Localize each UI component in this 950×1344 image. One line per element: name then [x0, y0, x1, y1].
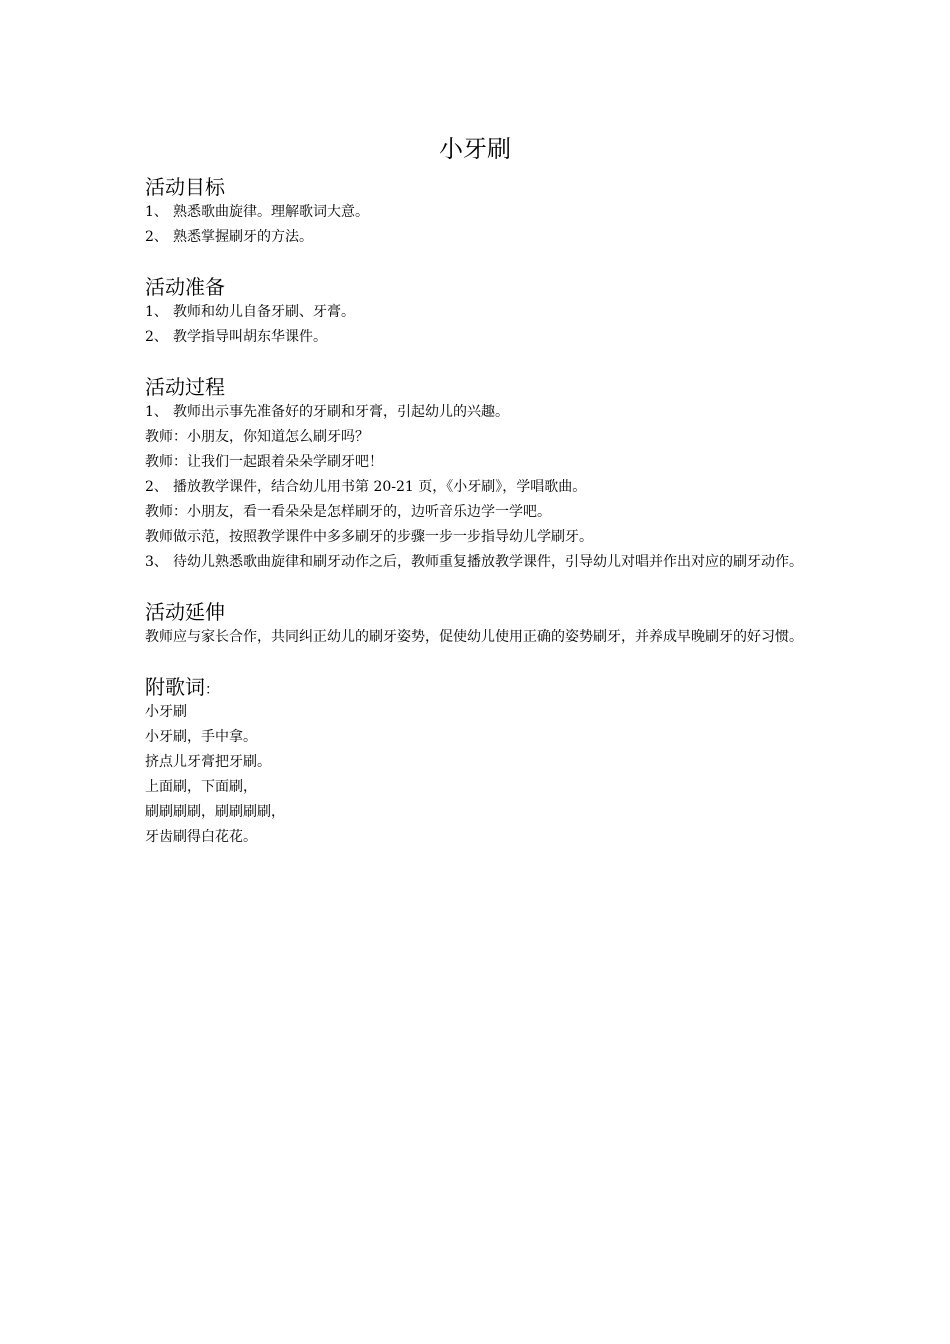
prep-item-text: 教师和幼儿自备牙刷、牙膏。 — [173, 304, 355, 320]
section-heading-preparation: 活动准备 — [145, 275, 225, 299]
process-step-number: 1、 — [145, 404, 168, 420]
lyric-line: 小牙刷 — [145, 704, 187, 720]
process-dialogue-line: 教师：让我们一起跟着朵朵学刷牙吧！ — [145, 454, 383, 470]
section-preparation — [145, 272, 810, 350]
section-goals — [145, 172, 810, 250]
lyric-line: 挤点儿牙膏把牙刷。 — [145, 754, 271, 770]
extension-paragraph: 教师应与家长合作，共同纠正幼儿的刷牙姿势，促使幼儿使用正确的姿势刷牙，并养成早晚刷牙的好习惯。 — [145, 629, 803, 645]
section-heading-process: 活动过程 — [145, 375, 225, 399]
section-extension — [145, 597, 810, 650]
process-step-number: 3、 — [145, 554, 168, 570]
lyrics-heading-colon: ： — [205, 682, 219, 698]
section-heading-lyrics — [145, 672, 810, 700]
prep-item — [145, 300, 810, 325]
goal-item — [145, 225, 810, 250]
document-title: 小牙刷 — [439, 135, 511, 163]
process-step — [145, 400, 810, 425]
section-heading-extension: 活动延伸 — [145, 600, 225, 624]
process-step-text: 播放教学课件，结合幼儿用书第 20-21 页，《小牙刷》，学唱歌曲。 — [173, 479, 587, 495]
process-dialogue-line: 教师：小朋友，你知道怎么刷牙吗？ — [145, 429, 369, 445]
lyrics-heading-text: 附歌词 — [145, 675, 205, 699]
goal-item — [145, 200, 810, 225]
lyric-line: 小牙刷，手中拿。 — [145, 729, 257, 745]
process-step-text: 教师出示事先准备好的牙刷和牙膏，引起幼儿的兴趣。 — [173, 404, 509, 420]
process-step-text: 待幼儿熟悉歌曲旋律和刷牙动作之后，教师重复播放教学课件，引导幼儿对唱并作出对应的刷牙动作。 — [173, 554, 803, 570]
prep-item-number: 1、 — [145, 304, 168, 320]
process-step — [145, 475, 810, 500]
prep-item — [145, 325, 810, 350]
prep-item-number: 2、 — [145, 329, 168, 345]
process-dialogue-line: 教师：小朋友，看一看朵朵是怎样刷牙的，边听音乐边学一学吧。 — [145, 504, 551, 520]
goal-item-number: 1、 — [145, 204, 168, 220]
prep-item-text: 教学指导叫胡东华课件。 — [173, 329, 327, 345]
lyric-line: 上面刷，下面刷， — [145, 779, 257, 795]
goal-item-text: 熟悉掌握刷牙的方法。 — [173, 229, 313, 245]
goal-item-text: 熟悉歌曲旋律。理解歌词大意。 — [173, 204, 369, 220]
section-lyrics — [145, 672, 810, 850]
lyric-line: 牙齿刷得白花花。 — [145, 829, 257, 845]
process-dialogue-line: 教师做示范，按照教学课件中多多刷牙的步骤一步一步指导幼儿学刷牙。 — [145, 529, 593, 545]
document-body — [145, 172, 810, 872]
lyric-line: 刷刷刷刷，刷刷刷刷， — [145, 804, 285, 820]
process-step — [145, 550, 810, 575]
section-heading-goals: 活动目标 — [145, 175, 225, 199]
process-step-number: 2、 — [145, 479, 168, 495]
section-process — [145, 372, 810, 575]
goal-item-number: 2、 — [145, 229, 168, 245]
